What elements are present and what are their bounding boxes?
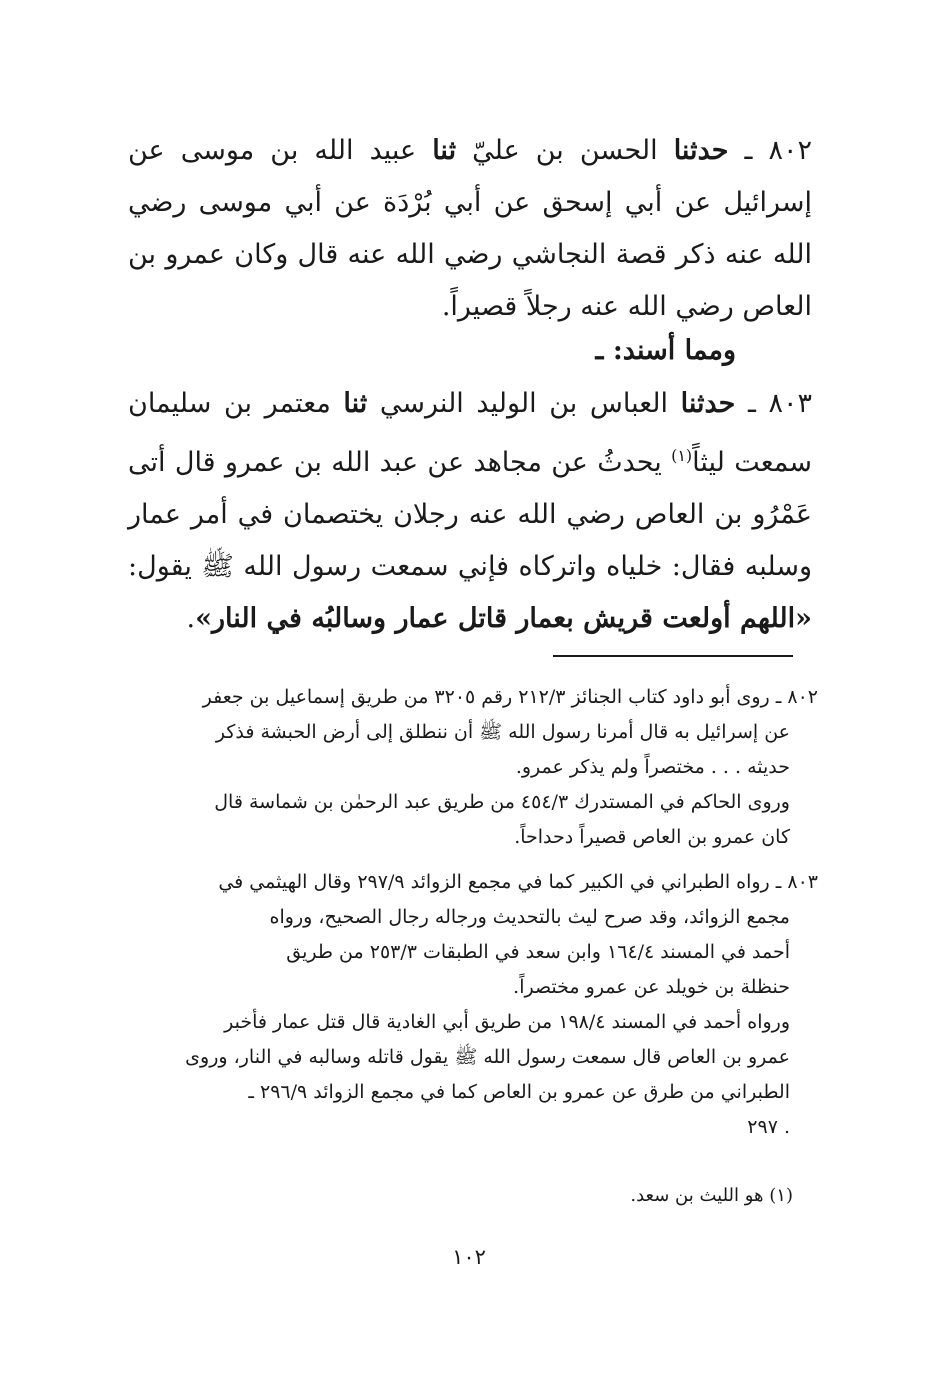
hadith-802-text: عبيد الله بن موسى عن إسرائيل عن أبي إسحق عن أبي بُرْدَة عن أبي موسى رضي الله عنه ذكر قصة النجاشي رضي الله عنه قال وكان عمرو بن العاص رضي الله عنه رجلاً قصيراً. (128, 135, 812, 322)
hadith-803-narrator-2: معتمر بن سليمان سمعت ليثاً (128, 388, 812, 478)
section-heading: ومما أسند: ـ (595, 335, 736, 366)
hadith-803-haddathana: حدثنا (680, 388, 736, 419)
footnote-line: أحمد في المسند ١٦٤/٤ وابن سعد في الطبقات ٢٥٣/٣ من طريق (286, 941, 790, 963)
footnotes (128, 680, 818, 1155)
footnote-line: ٨٠٢ ـ روى أبو داود كتاب الجنائز ٢١٢/٣ رقم ٣٢٠٥ من طريق إسماعيل بن جعفر (202, 686, 818, 708)
footnote-divider (553, 655, 793, 657)
footnote-ref-1: (١) (671, 446, 693, 465)
footnote-802 (128, 680, 818, 855)
hadith-803-paragraph (128, 378, 812, 645)
footnote-line: مجمع الزوائد، وقد صرح ليث بالتحديث ورجاله رجال الصحيح، ورواه (269, 906, 790, 928)
hadith-802-haddathana: حدثنا (673, 135, 729, 166)
hadith-803 (128, 378, 812, 645)
hadith-803-text: يحدثُ عن مجاهد عن عبد الله بن عمرو قال أتى عَمْرُو بن العاص رضي الله عنه رجلان يختصمان في أمر عمار وسلبه فقال: خلياه واتركاه فإني سمعت رسول الله ﷺ يقول: (128, 447, 812, 582)
page-number: ١٠٢ (452, 1245, 486, 1269)
hadith-802-thana: ثنا (432, 135, 457, 166)
hadith-802-paragraph (128, 125, 812, 333)
footnote-line: . ٢٩٧ (747, 1116, 790, 1138)
footnote-line: الطبراني من طرق عن عمرو بن العاص كما في مجمع الزوائد ٢٩٦/٩ ـ (248, 1081, 790, 1103)
hadith-803-end: . (186, 603, 196, 634)
footnote-line: حنظلة بن خويلد عن عمرو مختصراً. (513, 976, 790, 998)
hadith-803-number: ٨٠٣ ـ (747, 388, 812, 419)
hadith-803-narrator-1: العباس بن الوليد النرسي (379, 388, 668, 419)
hadith-803-quote: «اللهم أولعت قريش بعمار قاتل عمار وسالبُه في النار» (195, 603, 812, 634)
footnote-line: كان عمرو بن العاص قصيراً دحداحاً. (514, 826, 790, 848)
footnote-line: وروى الحاكم في المستدرك ٤٥٤/٣ من طريق عبد الرحمٰن بن شماسة قال (214, 791, 790, 813)
footnote-line: ورواه أحمد في المسند ١٩٨/٤ من طريق أبي الغادية قال قتل عمار فأخبر (224, 1011, 790, 1033)
footnote-line: عن إسرائيل به قال أمرنا رسول الله ﷺ أن ننطلق إلى أرض الحبشة فذكر (215, 721, 790, 743)
hadith-803-thana: ثنا (343, 388, 368, 419)
footnote-803 (128, 865, 818, 1145)
hadith-802-number: ٨٠٢ ـ (744, 135, 812, 166)
footnote-line: حديثه . . . مختصراً ولم يذكر عمرو. (515, 756, 790, 778)
footnote-line: ٨٠٣ ـ رواه الطبراني في الكبير كما في مجمع الزوائد ٢٩٧/٩ وقال الهيثمي في (218, 871, 818, 893)
footnote-line: عمرو بن العاص قال سمعت رسول الله ﷺ يقول قاتله وسالبه في النار، وروى (185, 1046, 790, 1068)
hadith-802 (128, 125, 812, 333)
footnote-note-1: (١) هو الليث بن سعد. (630, 1185, 793, 1206)
hadith-802-narrator-1: الحسن بن عليّ (472, 135, 658, 166)
